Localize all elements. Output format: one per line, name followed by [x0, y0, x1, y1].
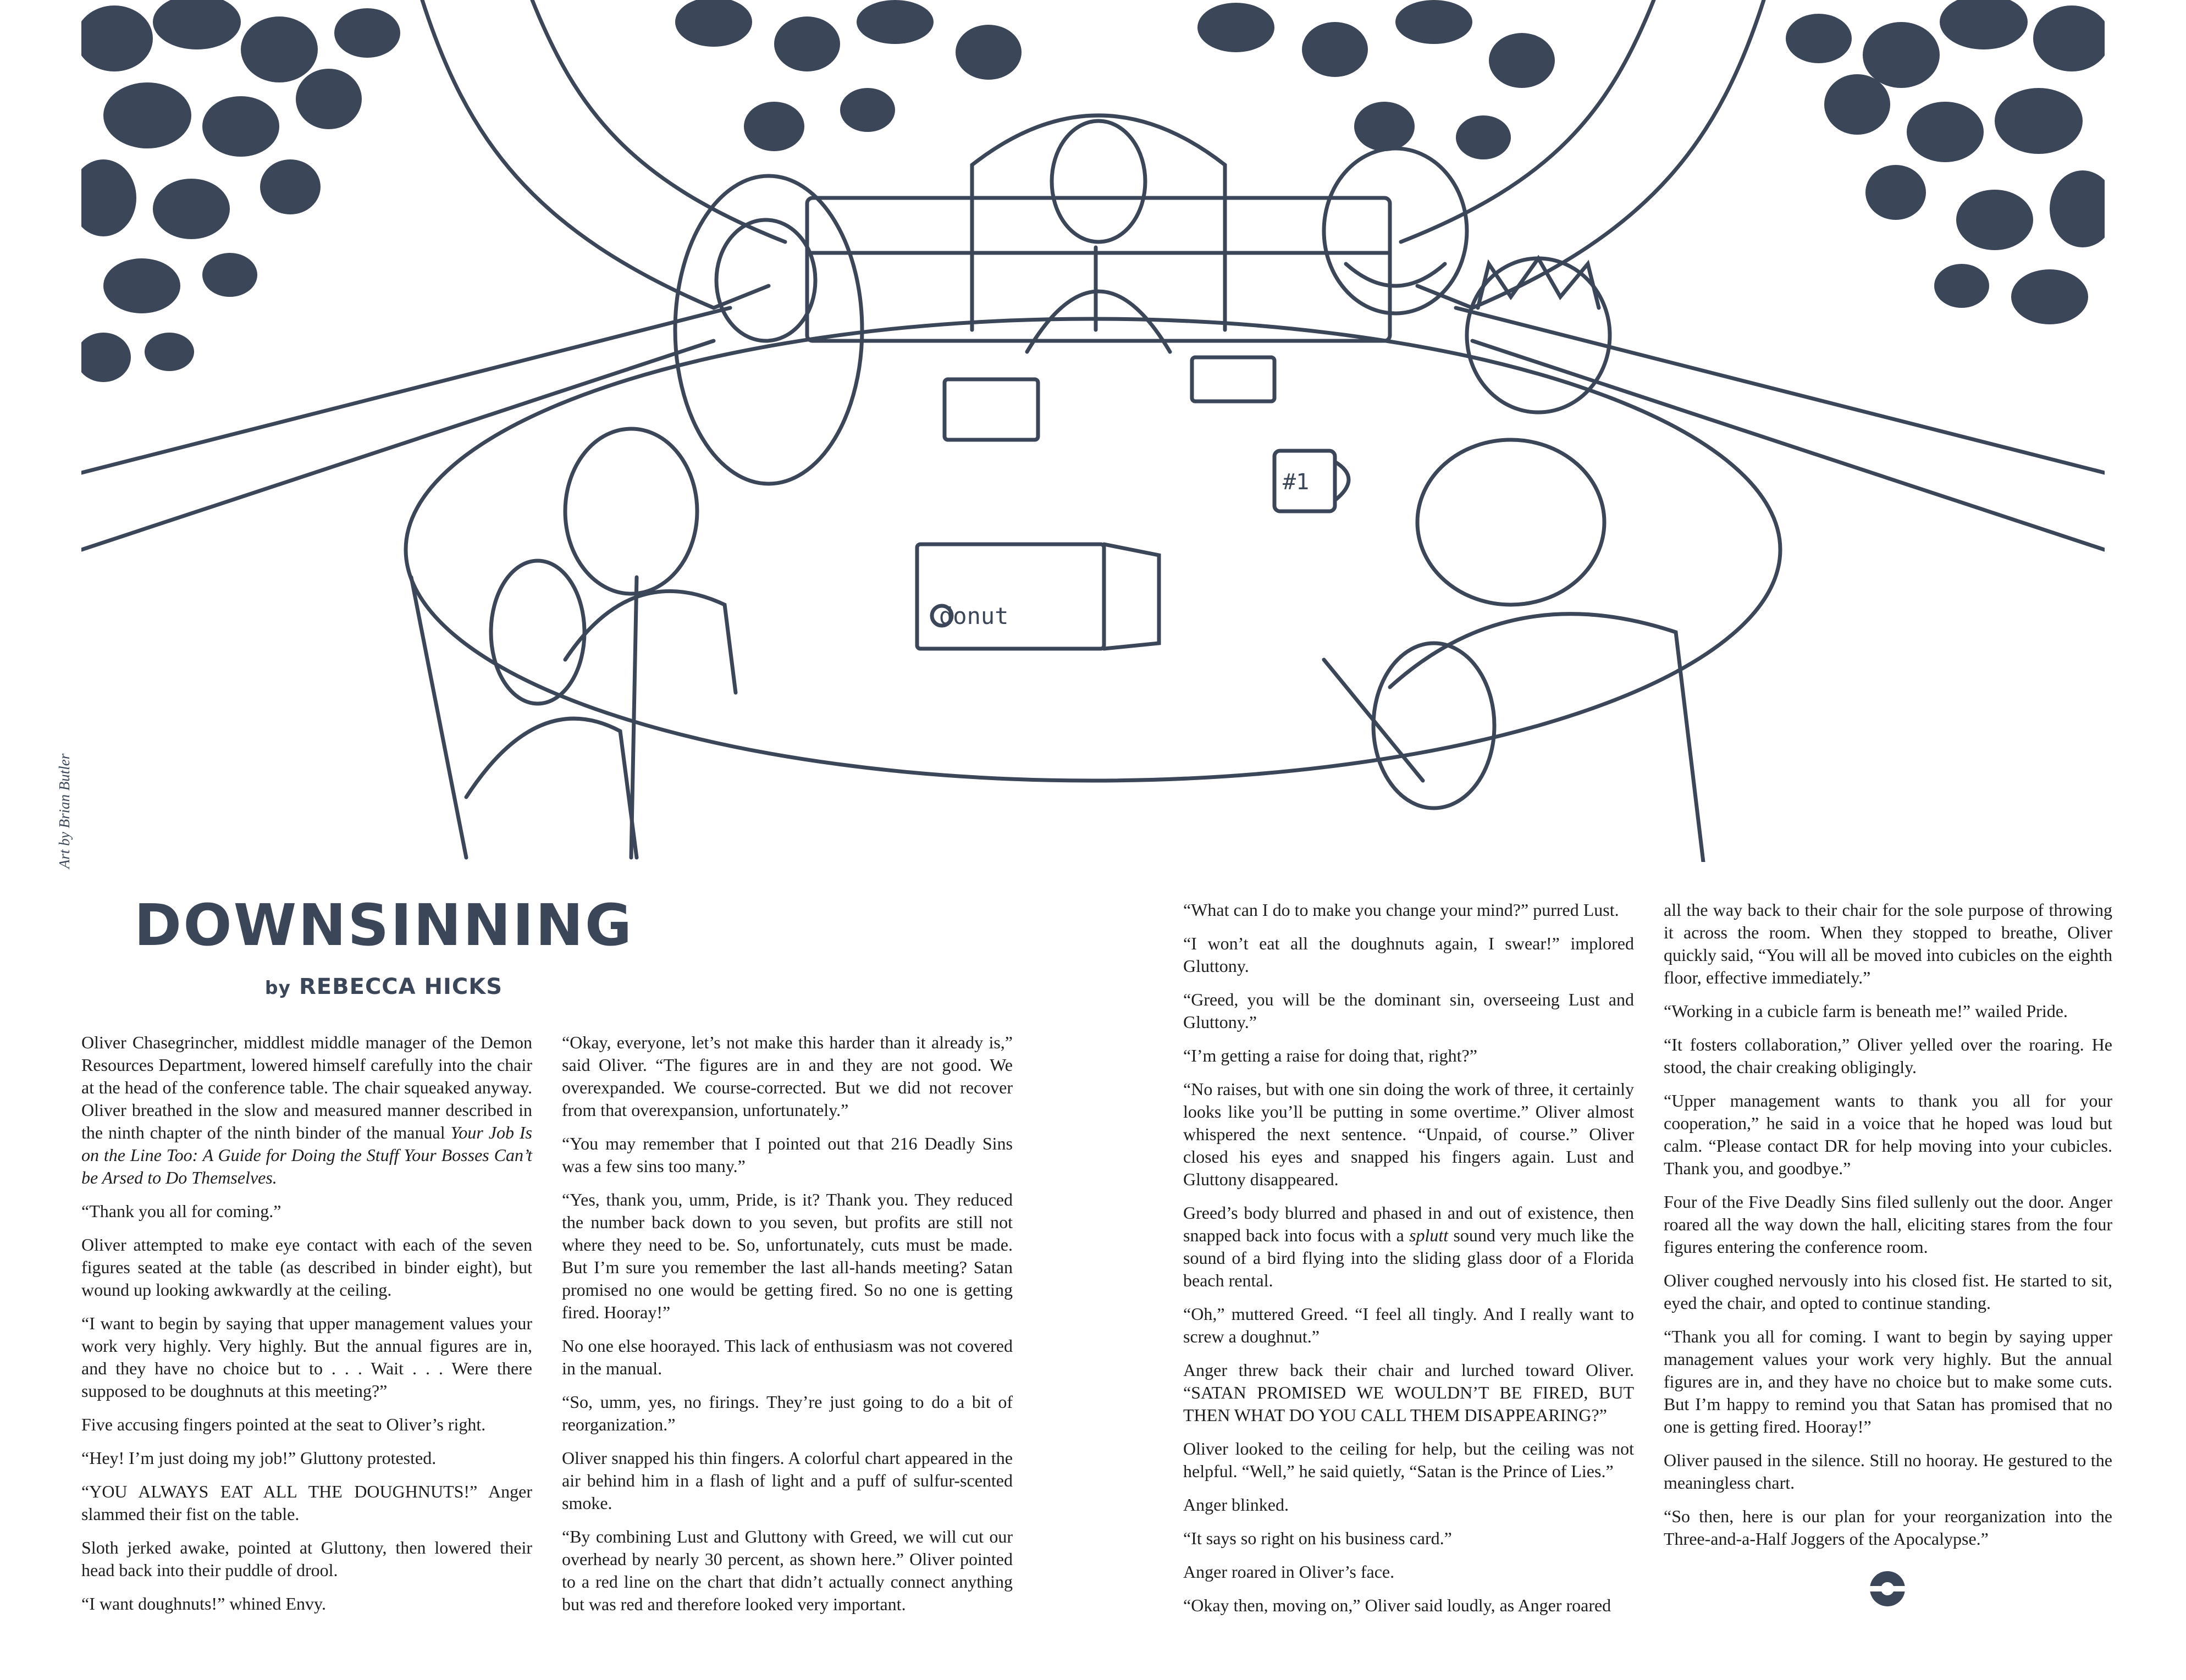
illustration [81, 0, 2105, 862]
paragraph: Anger roared in Oliver’s face. [1183, 1562, 1395, 1582]
paragraph: “So then, here is our plan for your reorganization into the Three-and-a-Half Joggers of the Apocalypse.” [1664, 1506, 2112, 1549]
paragraph: “I want doughnuts!” whined Envy. [81, 1594, 326, 1613]
story-title: DOWNSINNING [134, 892, 634, 959]
paragraph: “It says so right on his business card.” [1183, 1528, 1452, 1548]
paragraph: “Greed, you will be the dominant sin, overseeing Lust and Gluttony.” [1183, 990, 1634, 1032]
paragraph: “Thank you all for coming.” [81, 1201, 281, 1221]
paragraph: “Okay, everyone, let’s not make this harder than it already is,” said Oliver. “The figures are in and they are not good. We overexpanded. We course-corrected. But we did not recover from that overexpansion, unfortunately.” [562, 1032, 1013, 1120]
paragraph: Oliver looked to the ceiling for help, but the ceiling was not helpful. “Well,” he said quietly, “Satan is the Prince of Lies.” [1183, 1439, 1634, 1481]
paragraph: Oliver snapped his thin fingers. A colorful chart appeared in the air behind him in a flash of light and a puff of sulfur-scented smoke. [562, 1448, 1013, 1513]
paragraph: “By combining Lust and Gluttony with Greed, we will cut our overhead by nearly 30 percent, as shown here.” Oliver pointed to a red line on the chart that didn’t actually connect anything but was red and therefore looked very important. [562, 1527, 1013, 1614]
byline-prefix: by [264, 977, 291, 998]
text-column-4 [1664, 899, 2112, 1561]
paragraph: “What can I do to make you change your mind?” purred Lust. [1183, 900, 1619, 920]
paragraph: “Thank you all for coming. I want to begin by saying upper management values your work very highly. But the annual figures are in, and they have no choice but to make some cuts. But I’m happy to remind you that Satan has promised that no one is getting fired. Hooray!” [1664, 1327, 2112, 1436]
paragraph: “I won’t eat all the doughnuts again, I swear!” implored Gluttony. [1183, 933, 1634, 976]
art-credit: Art by Brian Butler [56, 753, 73, 869]
paragraph: Four of the Five Deadly Sins filed sullenly out the door. Anger roared all the way down the hall, eliciting stares from the four figures entering the conference room. [1664, 1192, 2112, 1257]
paragraph: Five accusing fingers pointed at the seat to Oliver’s right. [81, 1414, 486, 1434]
paragraph: “Oh,” muttered Greed. “I feel all tingly. And I really want to screw a doughnut.” [1183, 1304, 1634, 1346]
donut-box-label: donut [939, 603, 1009, 629]
end-mark-icon [1868, 1570, 1907, 1608]
paragraph: “Hey! I’m just doing my job!” Gluttony protested. [81, 1448, 437, 1468]
paragraph: Anger threw back their chair and lurched toward Oliver. “SATAN PROMISED WE WOULDN’T BE FIRED, BUT THEN WHAT DO YOU CALL THEM DISAPPEARING?” [1183, 1360, 1634, 1425]
paragraph: “I’m getting a raise for doing that, right?” [1183, 1046, 1477, 1065]
paragraph: Oliver coughed nervously into his closed fist. He started to sit, eyed the chair, and opted to continue standing. [1664, 1270, 2112, 1313]
paragraph: Anger blinked. [1183, 1495, 1289, 1515]
paragraph: Greed’s body blurred and phased in and out of existence, then snapped back into focus with a splutt sound very much like the sound of a bird flying into the sliding glass door of a Florida beach rental. [1183, 1203, 1635, 1290]
paragraph: Oliver paused in the silence. Still no hooray. He gestured to the meaningless chart. [1664, 1450, 2112, 1493]
paragraph: “No raises, but with one sin doing the work of three, it certainly looks like you’ll be putting in some overtime.” Oliver almost whispered the next sentence. “Unpaid, of course.” Oliver closed his eyes and snapped his fingers again. Lust and Gluttony disappeared. [1183, 1079, 1634, 1189]
byline [81, 974, 686, 999]
paragraph: all the way back to their chair for the sole purpose of throwing it across the room. When they stopped to breathe, Oliver quickly said, “You will all be moved into cubicles on the eighth floor, effective immediately.” [1664, 900, 2112, 987]
paragraph: “YOU ALWAYS EAT ALL THE DOUGHNUTS!” Anger slammed their fist on the table. [81, 1482, 532, 1524]
paragraph: “It fosters collaboration,” Oliver yelled over the roaring. He stood, the chair creaking obligingly. [1664, 1035, 2112, 1077]
paragraph: No one else hoorayed. This lack of enthusiasm was not covered in the manual. [562, 1336, 1013, 1378]
paragraph: “Working in a cubicle farm is beneath me!” wailed Pride. [1664, 1001, 2068, 1021]
paragraph: “Okay then, moving on,” Oliver said loudly, as Anger roared [1183, 1595, 1611, 1615]
paragraph: “So, umm, yes, no firings. They’re just going to do a bit of reorganization.” [562, 1392, 1013, 1434]
mug-label: #1 [1283, 469, 1310, 495]
paragraph: Sloth jerked awake, pointed at Gluttony, then lowered their head back into their puddle of drool. [81, 1538, 532, 1580]
line-art [81, 0, 2105, 862]
leaf-canopy [81, 0, 2105, 382]
paragraph: Oliver Chasegrincher, middlest middle manager of the Demon Resources Department, lowered himself carefully into the chair at the head of the conference table. The chair squeaked anyway. Oliver breathed in the slow and measured manner described in the ninth chapter of the ninth binder of the manual Your Job Is on the Line Too: A Guide for Doing the Stuff Your Bosses Can’t be Arsed to Do Themselves. [81, 1032, 533, 1187]
paragraph: “I want to begin by saying that upper management values your work very highly. Very highly. But the annual figures are in, and they have no choice but to . . . Wait . . . Were there supposed to be doughnuts at this meeting?” [81, 1313, 532, 1401]
text-column-2 [562, 1031, 1013, 1627]
byline-author: REBECCA HICKS [299, 974, 503, 999]
paragraph: “Yes, thank you, umm, Pride, is it? Thank you. They reduced the number back down to you seven, but profits are still not where they need to be. So, unfortunately, cuts must be made. But I’m sure you remember the last all-hands meeting? Satan promised no one would be getting fired. So no one is getting fired. Hooray!” [562, 1190, 1013, 1322]
paragraph: Oliver attempted to make eye contact with each of the seven figures seated at the table (as described in binder eight), but wound up looking awkwardly at the ceiling. [81, 1235, 532, 1300]
paragraph: “Upper management wants to thank you all for your cooperation,” he said in a voice that he hoped was loud but calm. “Please contact DR for help moving into your cubicles. Thank you, and goodbye.” [1664, 1091, 2112, 1178]
text-column-3 [1183, 899, 1634, 1628]
illustration-svg [81, 0, 2105, 862]
text-column-1 [81, 1031, 532, 1626]
paragraph: “You may remember that I pointed out that 216 Deadly Sins was a few sins too many.” [562, 1134, 1013, 1176]
